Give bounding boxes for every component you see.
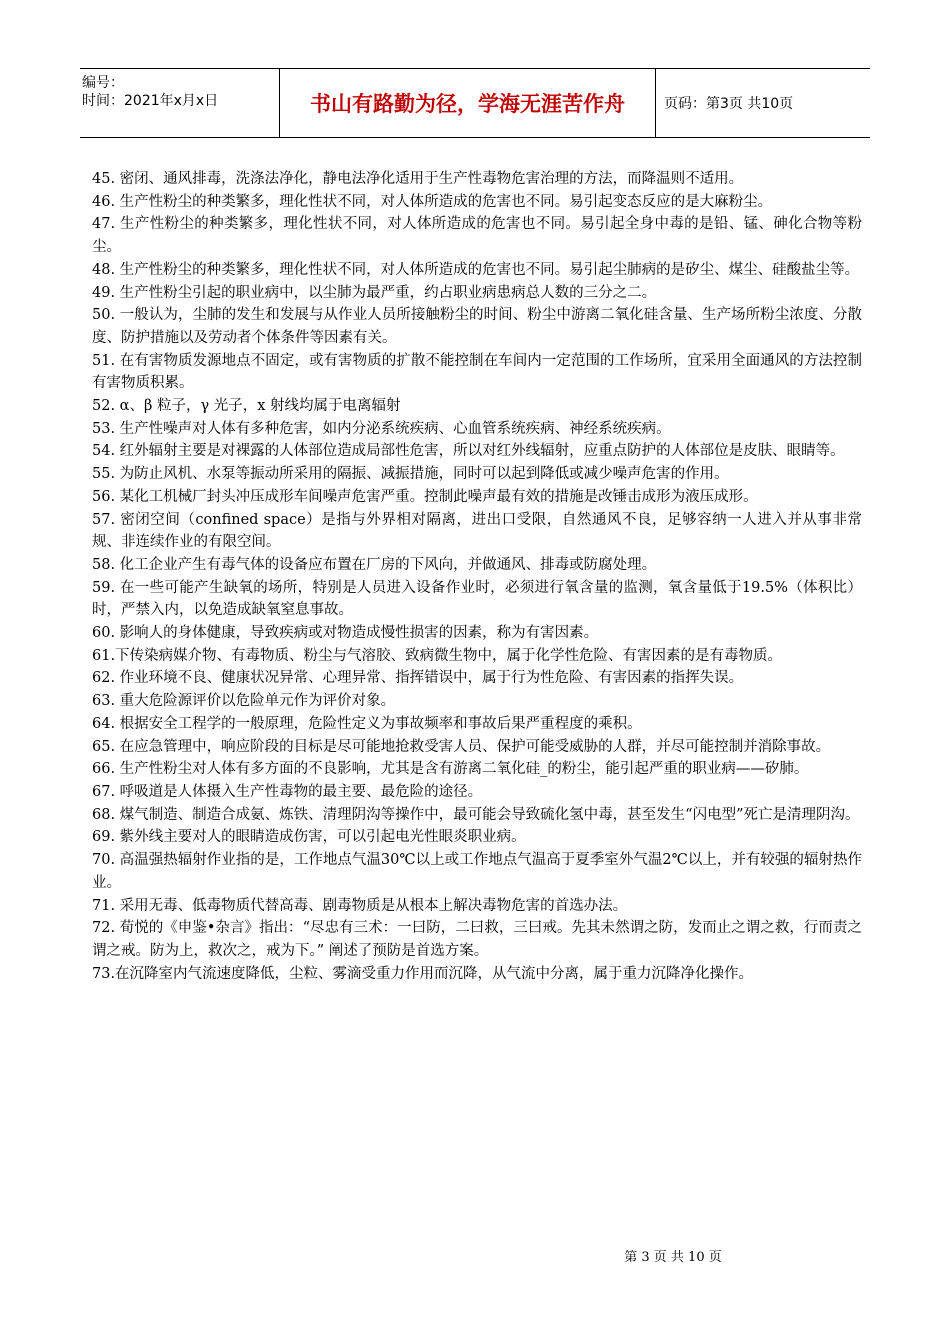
list-item: 58. 化工企业产生有毒气体的设备应布置在厂房的下风向，并做通风、排毒或防腐处理。 xyxy=(92,556,657,573)
list-item: 68. 煤气制造、制造合成氨、炼铁、清理阴沟等操作中，最可能会导致硫化氢中毒，甚至发生“闪电型”死亡是清理阴沟。 xyxy=(92,806,860,823)
list-item: 46. 生产性粉尘的种类繁多，理化性状不同，对人体所造成的危害也不同。易引起变态反应的是大麻粉尘。 xyxy=(92,193,773,210)
list-item: 61.下传染病媒介物、有毒物质、粉尘与气溶胶、致病微生物中，属于化学性危险、有害因素的是有毒物质。 xyxy=(92,647,783,664)
document-date: 时间：2021年x月x日 xyxy=(82,93,219,109)
list-item: 66. 生产性粉尘对人体有多方面的不良影响，尤其是含有游离二氧化硅_的粉尘，能引起严重的职业病——矽肺。 xyxy=(92,761,809,778)
list-item: 57. 密闭空间（confined space）是指与外界相对隔离，进出口受限，自然通风不良，足够容纳一人进入并从事非常规、非连续作业的有限空间。 xyxy=(92,511,863,551)
list-item: 60. 影响人的身体健康，导致疾病或对物造成慢性损害的因素，称为有害因素。 xyxy=(92,625,599,642)
list-item: 45. 密闭、通风排毒，洗涤法净化，静电法净化适用于生产性毒物危害治理的方法，而降温则不适用。 xyxy=(92,171,744,187)
list-item: 56. 某化工机械厂封头冲压成形车间噪声危害严重。控制此噪声最有效的措施是改锤击成形为液压成形。 xyxy=(92,488,758,505)
list-item: 54. 红外辐射主要是对裸露的人体部位造成局部性危害，所以对红外线辐射，应重点防护的人体部位是皮肤、眼睛等。 xyxy=(92,443,845,460)
list-item: 69. 紫外线主要对人的眼睛造成伤害，可以引起电光性眼炎职业病。 xyxy=(92,829,526,846)
list-item: 72. 荀悦的《申鉴•杂言》指出：“尽忠有三术：一曰防，二曰救，三曰戒。先其未然谓之防，发而止之谓之救，行而责之谓之戒。防为上，救次之，戒为下。” 阐述了预防是首选方案。 xyxy=(92,920,862,959)
list-item: 59. 在一些可能产生缺氧的场所，特别是人员进入设备作业时，必须进行氧含量的监测，氧含量低于19.5%（体积比）时，严禁入内，以免造成缺氧窒息事故。 xyxy=(92,579,862,619)
list-item: 63. 重大危险源评价以危险单元作为评价对象。 xyxy=(92,693,396,710)
document-number: 编号： xyxy=(82,75,124,91)
list-item: 64. 根据安全工程学的一般原理，危险性定义为事故频率和事故后果严重程度的乘积。 xyxy=(92,715,642,732)
list-item: 62. 作业环境不良、健康状况异常、心理异常、指挥错误中，属于行为性危险、有害因素的指挥失误。 xyxy=(92,670,744,687)
list-item: 71. 采用无毒、低毒物质代替高毒、剧毒物质是从根本上解决毒物危害的首选办法。 xyxy=(92,897,628,914)
list-item: 52. α、β 粒子，γ 光子，x 射线均属于电离辐射 xyxy=(92,398,401,415)
document-body xyxy=(92,168,862,985)
footer-page-number: 第 3 页 共 10 页 xyxy=(624,1250,722,1265)
page-footer xyxy=(0,1246,950,1265)
list-item: 73.在沉降室内气流速度降低，尘粒、雾滴受重力作用而沉降，从气流中分离，属于重力沉降净化操作。 xyxy=(92,965,754,982)
list-item: 53. 生产性噪声对人体有多种危害，如内分泌系统疾病、心血管系统疾病、神经系统疾病。 xyxy=(92,420,671,437)
list-item: 65. 在应急管理中，响应阶段的目标是尽可能地抢救受害人员、保护可能受威胁的人群，并尽可能控制并消除事故。 xyxy=(92,738,831,755)
header-meta xyxy=(80,69,280,137)
list-item: 51. 在有害物质发源地点不固定，或有害物质的扩散不能控制在车间内一定范围的工作场所，宜采用全面通风的方法控制有害物质积累。 xyxy=(92,352,862,392)
header-motto: 书山有路勤为径，学海无涯苦作舟 xyxy=(280,69,656,137)
list-item: 49. 生产性粉尘引起的职业病中，以尘肺为最严重，约占职业病患病总人数的三分之二。 xyxy=(92,284,657,301)
list-item: 47. 生产性粉尘的种类繁多，理化性状不同，对人体所造成的危害也不同。易引起全身中毒的是铅、锰、砷化合物等粉尘。 xyxy=(92,216,862,256)
list-item: 67. 呼吸道是人体摄入生产性毒物的最主要、最危险的途径。 xyxy=(92,783,483,800)
list-item: 48. 生产性粉尘的种类繁多，理化性状不同，对人体所造成的危害也不同。易引起尘肺病的是矽尘、煤尘、硅酸盐尘等。 xyxy=(92,261,860,278)
list-item: 70. 高温强热辐射作业指的是，工作地点气温30℃以上或工作地点气温高于夏季室外气温2℃以上，并有较强的辐射热作业。 xyxy=(92,852,862,891)
list-item: 55. 为防止风机、水泵等振动所采用的隔振、减振措施，同时可以起到降低或减少噪声危害的作用。 xyxy=(92,466,729,483)
document-header xyxy=(80,68,870,138)
list-item: 50. 一般认为，尘肺的发生和发展与从作业人员所接触粉尘的时间、粉尘中游离二氧化硅含量、生产场所粉尘浓度、分散度、防护措施以及劳动者个体条件等因素有关。 xyxy=(92,307,862,346)
header-page-info: 页码：第3页 共10页 xyxy=(664,96,794,112)
